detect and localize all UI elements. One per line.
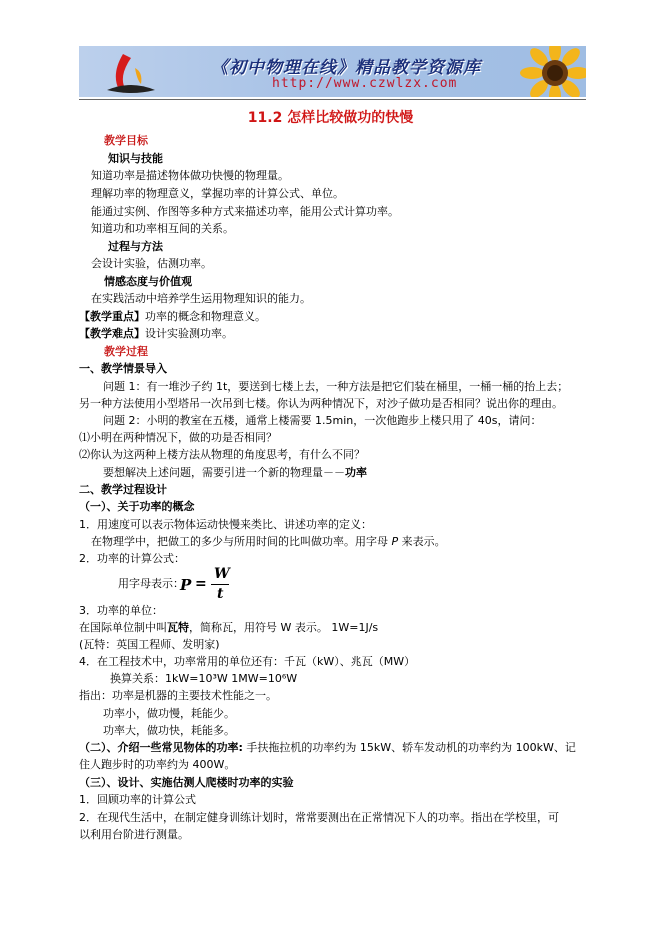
part-2-line-2: 住人跑步时的功率约为 400W。 bbox=[79, 758, 236, 771]
part-3-heading: （三）、设计、实施估测人爬楼时功率的实验 bbox=[79, 776, 294, 789]
part-2-heading: （二）、介绍一些常见物体的功率: bbox=[79, 741, 243, 754]
question-2-sub-2: ⑵你认为这两种上楼方法从物理的角度思考，有什么不同？ bbox=[79, 448, 365, 461]
section-2-heading: 二、教学过程设计 bbox=[79, 483, 167, 496]
difficult-point-label: 【教学难点】 bbox=[79, 327, 145, 340]
emotion-item: 在实践活动中培养学生运用物理知识的能力。 bbox=[91, 292, 311, 305]
question-1-line-2: 另一种方法使用小型塔吊一次吊到七楼。你认为两种情况下，对沙子做功是否相同？说出你的理由。 bbox=[79, 397, 563, 410]
banner-title: 《初中物理在线》精品教学资源库 bbox=[211, 58, 481, 78]
power-definition bbox=[91, 535, 446, 549]
key-point-text: 功率的概念和物理意义。 bbox=[145, 310, 266, 323]
logo-icon bbox=[101, 50, 161, 96]
conversion-line: 换算关系：1kW=10³W 1MW=10⁶W bbox=[110, 672, 298, 685]
large-power-line: 功率大，做功快，耗能多。 bbox=[103, 724, 235, 737]
knowledge-item-2: 理解功率的物理意义，掌握功率的计算公式、单位。 bbox=[91, 187, 344, 200]
unit-symbol-text: ，简称瓦，用符号 W 表示。 1W=1J/s bbox=[189, 621, 379, 634]
header-banner bbox=[79, 46, 586, 97]
fraction-bar bbox=[211, 584, 229, 585]
part-1-heading: （一）、关于功率的概念 bbox=[79, 500, 195, 513]
knowledge-heading: 知识与技能 bbox=[108, 152, 163, 165]
unit-line bbox=[79, 621, 378, 635]
small-power-line: 功率小，做功慢，耗能少。 bbox=[103, 707, 235, 720]
document-title: 11.2 怎样比较做功的快慢 bbox=[247, 110, 414, 126]
emotion-heading: 情感态度与价值观 bbox=[104, 275, 192, 288]
part-1-item-3: 3．功率的单位： bbox=[79, 604, 163, 617]
bridge-line bbox=[103, 466, 367, 480]
process-main-heading: 教学过程 bbox=[104, 345, 148, 358]
unit-text: 在国际单位制中叫 bbox=[79, 621, 167, 634]
knowledge-item-1: 知道功率是描述物体做功快慢的物理量。 bbox=[91, 169, 289, 182]
knowledge-item-4: 知道功和功率相互间的关系。 bbox=[91, 222, 234, 235]
formula-label: 用字母表示： bbox=[118, 577, 184, 590]
header-divider bbox=[79, 99, 586, 100]
bridge-text: 要想解决上述问题，需要引进一个新的物理量－－ bbox=[103, 466, 345, 479]
power-definition-tail: 来表示。 bbox=[398, 535, 446, 548]
power-definition-text: 在物理学中，把做工的多少与所用时间的比叫做功率。用字母 bbox=[91, 535, 392, 548]
difficult-point-text: 设计实验测功率。 bbox=[145, 327, 233, 340]
banner-url: http://www.czwlzx.com bbox=[272, 76, 458, 91]
question-2-line-1: 问题 2：小明的教室在五楼，通常上楼需要 1.5min，一次他跑步上楼只用了 40s，请问： bbox=[103, 414, 542, 427]
formula-denominator: t bbox=[217, 586, 224, 602]
point-out-line: 指出：功率是机器的主要技术性能之一。 bbox=[79, 689, 277, 702]
formula-lhs: P bbox=[180, 576, 192, 594]
part-1-item-4: 4．在工程技术中，功率常用的单位还有：千瓦（kW）、兆瓦（MW） bbox=[79, 655, 416, 668]
goals-heading: 教学目标 bbox=[104, 134, 148, 147]
difficult-point bbox=[79, 327, 233, 341]
section-1-heading: 一、教学情景导入 bbox=[79, 362, 167, 375]
part-1-item-2: 2．功率的计算公式： bbox=[79, 552, 185, 565]
formula-numerator: W bbox=[214, 566, 230, 582]
process-heading: 过程与方法 bbox=[108, 240, 163, 253]
unit-watt: 瓦特 bbox=[167, 621, 189, 634]
sunflower-icon bbox=[511, 46, 586, 97]
knowledge-item-3: 能通过实例、作图等多种方式来描述功率，能用公式计算功率。 bbox=[91, 205, 399, 218]
part-3-item-1: 1．回顾功率的计算公式 bbox=[79, 793, 196, 806]
formula-equals: = bbox=[195, 576, 207, 592]
part-3-item-2-line-2: 以利用台阶进行测量。 bbox=[79, 828, 189, 841]
question-1-line-1: 问题 1：有一堆沙子约 1t，要送到七楼上去，一种方法是把它们装在桶里，一桶一桶的抬上去； bbox=[103, 380, 569, 393]
key-point-label: 【教学重点】 bbox=[79, 310, 145, 323]
part-2-text-1: 手扶拖拉机的功率约为 15kW、轿车发动机的功率约为 100kW、记 bbox=[242, 741, 576, 754]
question-2-sub-1: ⑴小明在两种情况下，做的功是否相同？ bbox=[79, 431, 277, 444]
part-2-line-1 bbox=[79, 741, 576, 755]
key-point bbox=[79, 310, 266, 324]
part-3-item-2-line-1: 2．在现代生活中，在制定健身训练计划时，常常要测出在正常情况下人的功率。指出在学校里，可 bbox=[79, 811, 559, 824]
bridge-bold: 功率 bbox=[345, 466, 367, 479]
power-symbol: P bbox=[391, 535, 399, 548]
part-1-item-1: 1．用速度可以表示物体运动快慢来类比、讲述功率的定义： bbox=[79, 518, 372, 531]
unit-note: (瓦特：英国工程师、发明家) bbox=[79, 638, 220, 651]
process-item: 会设计实验，估测功率。 bbox=[91, 257, 212, 270]
